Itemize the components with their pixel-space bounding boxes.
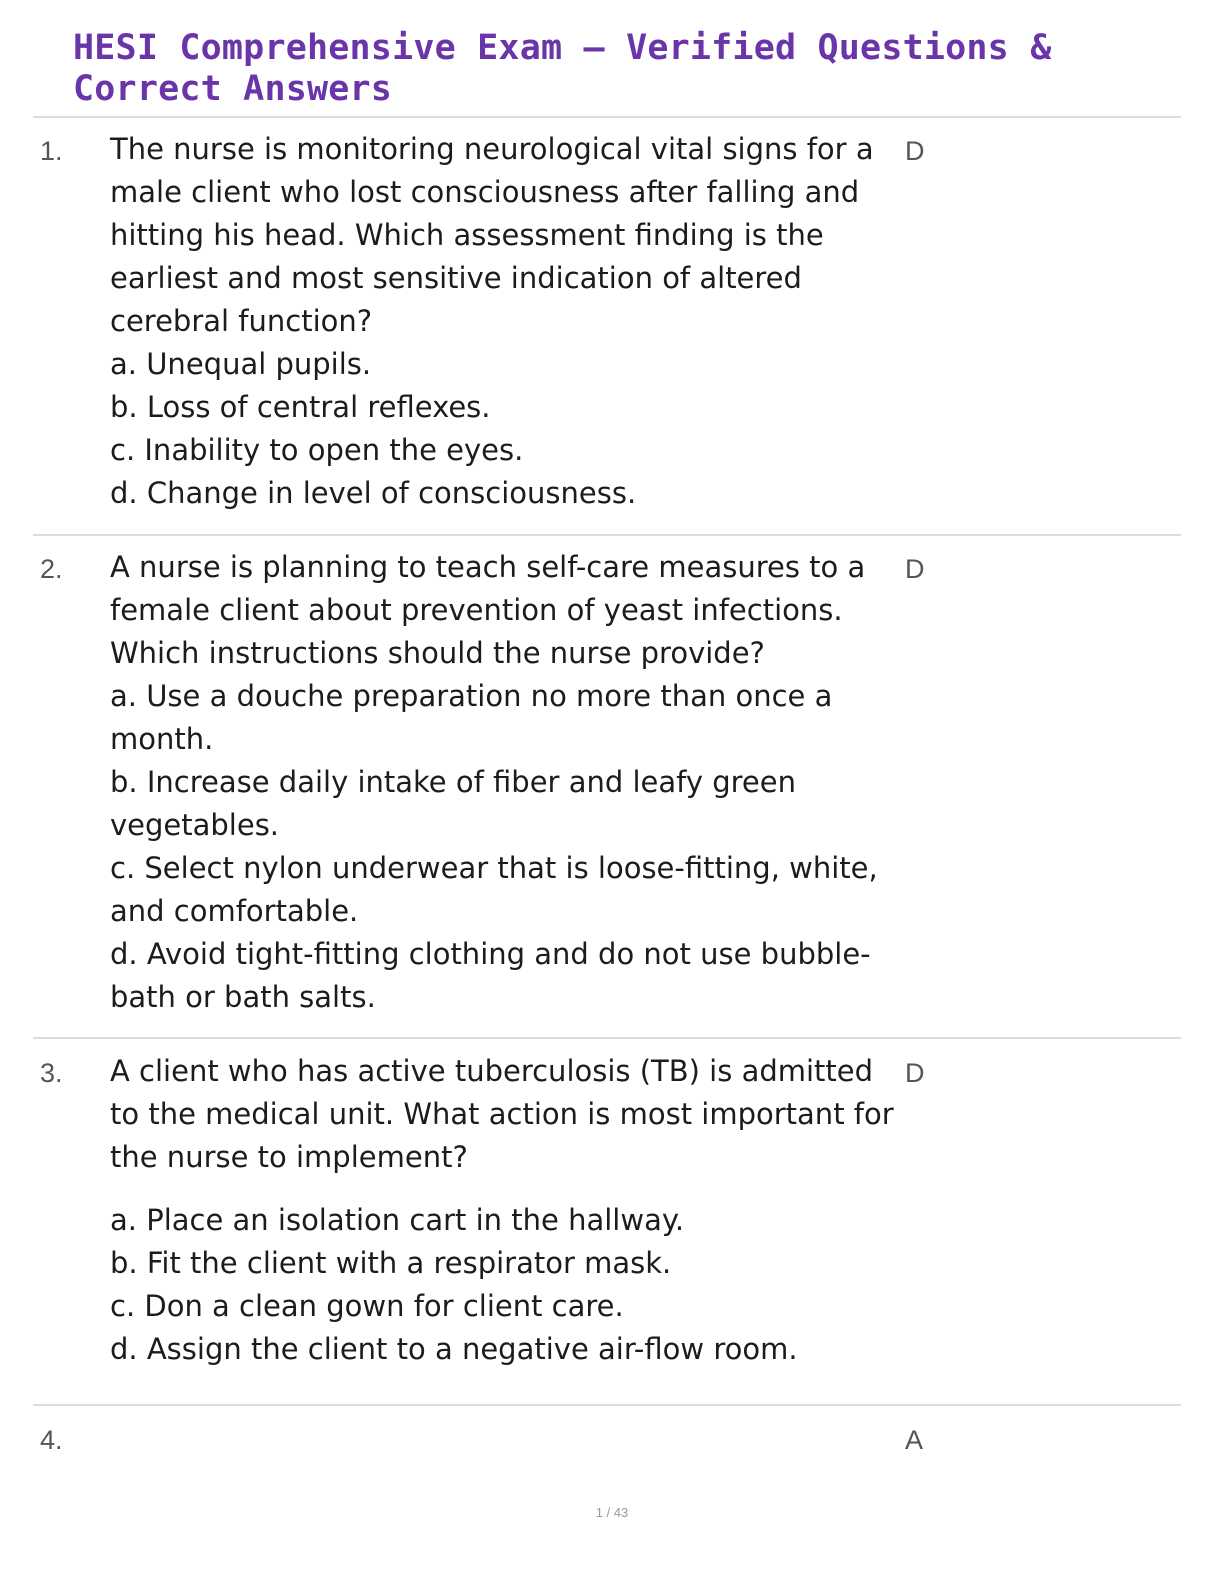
question-block — [110, 546, 910, 1019]
answer-option: b. Increase daily intake of fiber and leafy green vegetables. — [110, 765, 796, 842]
question-number: 1. — [40, 136, 63, 166]
answer-option: c. Don a clean gown for client care. — [110, 1289, 624, 1323]
question-text: The nurse is monitoring neurological vital signs for a male client who lost consciousness after falling and hitting his head. Which assessment finding is the earliest and most sensitive indication of altered cerebral function? — [110, 132, 874, 338]
divider — [33, 1404, 1181, 1406]
answer-option: a. Place an isolation cart in the hallway. — [110, 1203, 685, 1237]
answer-option: a. Unequal pupils. — [110, 347, 372, 381]
question-text: A nurse is planning to teach self-care measures to a female client about prevention of yeast infections. Which instructions should the nurse provide? — [110, 550, 866, 670]
document-title: HESI Comprehensive Exam — Verified Questions & Correct Answers — [73, 28, 1052, 109]
answer-option: d. Assign the client to a negative air-flow room. — [110, 1332, 798, 1366]
answer-option: b. Loss of central reflexes. — [110, 390, 491, 424]
correct-answer: A — [905, 1425, 924, 1455]
divider — [33, 534, 1181, 536]
answer-option: a. Use a douche preparation no more than once a month. — [110, 679, 833, 756]
answer-option: c. Select nylon underwear that is loose-fitting, white, and comfortable. — [110, 851, 878, 928]
question-number: 2. — [40, 554, 63, 584]
question-number: 3. — [40, 1058, 63, 1088]
question-block — [110, 1050, 910, 1371]
answer-option: d. Avoid tight-fitting clothing and do not use bubble-bath or bath salts. — [110, 937, 871, 1014]
correct-answer: D — [905, 136, 925, 166]
divider — [33, 116, 1181, 118]
page-indicator: 1 / 43 — [595, 1505, 629, 1520]
correct-answer: D — [905, 1058, 925, 1088]
answer-option: d. Change in level of consciousness. — [110, 476, 637, 510]
question-text: A client who has active tuberculosis (TB) is admitted to the medical unit. What action is most important for the nurse to implement? — [110, 1054, 894, 1174]
divider — [33, 1037, 1181, 1039]
answer-option: c. Inability to open the eyes. — [110, 433, 524, 467]
question-number: 4. — [40, 1425, 63, 1455]
answer-option: b. Fit the client with a respirator mask. — [110, 1246, 672, 1280]
question-block — [110, 128, 910, 515]
correct-answer: D — [905, 554, 925, 584]
